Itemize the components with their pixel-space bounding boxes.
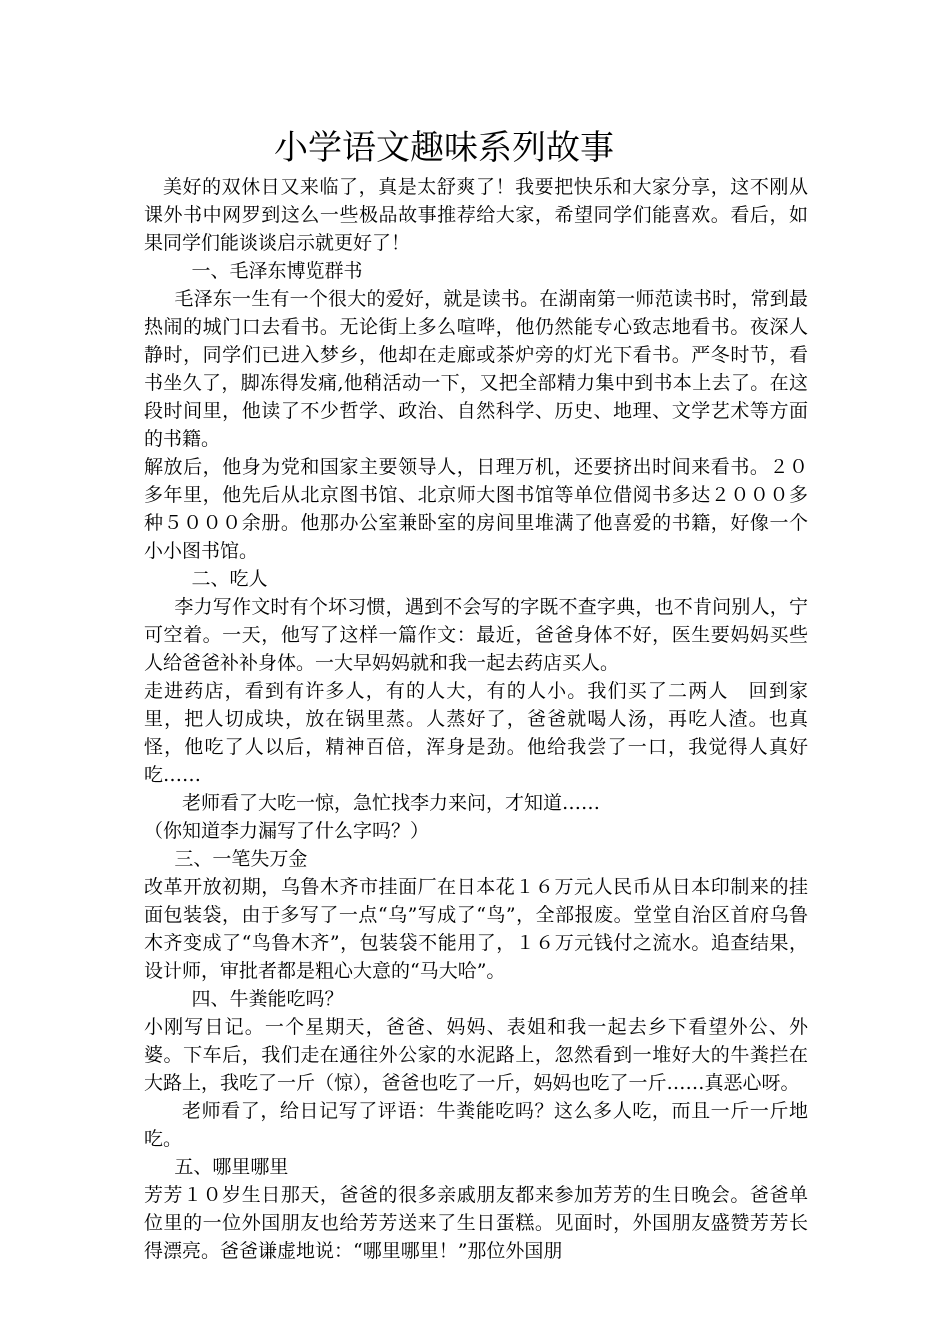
section-heading-2: 二、吃人 [191,568,268,590]
document-title: 小学语文趣味系列故事 [274,128,614,168]
section-5-paragraph-1: 芳芳１０岁生日那天，爸爸的很多亲戚朋友都来参加芳芳的生日晚会。爸爸单位里的一位外国朋友也给芳芳送来了生日蛋糕。见面时，外国朋友盛赞芳芳长得漂亮。爸爸谦虚地说：“哪里哪里！”那位外国朋 [144,1184,808,1262]
section-4-paragraph-2: 老师看了，给日记写了评语：牛粪能吃吗？这么多人吃，而且一斤一斤地吃。 [144,1100,808,1150]
section-1-paragraph-2: 解放后，他身为党和国家主要领导人，日理万机，还要挤出时间来看书。２０多年里，他先后从北京图书馆、北京师大图书馆等单位借阅书多达２０００多种５０００余册。他那办公室兼卧室的房间里堆满了他喜爱的书籍，好像一个小小图书馆。 [144,456,808,562]
section-2-paragraph-3: 老师看了大吃一惊，急忙找李力来问，才知道…… [182,792,601,814]
section-1-paragraph-1: 毛泽东一生有一个很大的爱好，就是读书。在湖南第一师范读书时，常到最热闹的城门口去看书。无论街上多么喧哗，他仍然能专心致志地看书。夜深人静时，同学们已进入梦乡，他却在走廊或茶炉旁的灯光下看书。严冬时节，看书坐久了，脚冻得发痛,他稍活动一下，又把全部精力集中到书本上去了。在这段时间里，他读了不少哲学、政治、自然科学、历史、地理、文学艺术等方面的书籍。 [144,288,808,450]
section-2-paragraph-4: （你知道李力漏写了什么字吗？） [144,820,430,842]
section-2-paragraph-2: 走进药店，看到有许多人，有的人大，有的人小。我们买了二两人 回到家里，把人切成块，放在锅里蒸。人蒸好了，爸爸就喝人汤，再吃人渣。也真怪，他吃了人以后，精神百倍，浑身是劲。他给我尝了一口，我觉得人真好吃…… [144,680,808,786]
section-4-paragraph-1: 小刚写日记。一个星期天，爸爸、妈妈、表姐和我一起去乡下看望外公、外婆。下车后，我们走在通往外公家的水泥路上，忽然看到一堆好大的牛粪拦在大路上，我吃了一斤（惊），爸爸也吃了一斤，妈妈也吃了一斤……真恶心呀。 [144,1016,808,1094]
section-heading-4: 四、牛粪能吃吗？ [191,988,344,1010]
document-body [144,173,808,1265]
section-heading-5: 五、哪里哪里 [174,1156,289,1178]
section-heading-1: 一、毛泽东博览群书 [191,260,363,282]
section-2-paragraph-1: 李力写作文时有个坏习惯，遇到不会写的字既不查字典，也不肯问别人，宁可空着。一天，他写了这样一篇作文：最近，爸爸身体不好，医生要妈妈买些人给爸爸补补身体。一大早妈妈就和我一起去药店买人。 [144,596,808,674]
section-3-paragraph-1: 改革开放初期，乌鲁木齐市挂面厂在日本花１６万元人民币从日本印制来的挂面包装袋，由于多写了一点“乌”写成了“鸟”，全部报废。堂堂自治区首府乌鲁木齐变成了“鸟鲁木齐”，包装袋不能用了，１６万元钱付之流水。追查结果，设计师，审批者都是粗心大意的“马大哈”。 [144,876,808,982]
section-heading-3: 三、一笔失万金 [174,848,308,870]
intro-paragraph: 美好的双休日又来临了，真是太舒爽了！我要把快乐和大家分享，这不刚从课外书中网罗到这么一些极品故事推荐给大家，希望同学们能喜欢。看后，如果同学们能谈谈启示就更好了！ [144,176,808,254]
